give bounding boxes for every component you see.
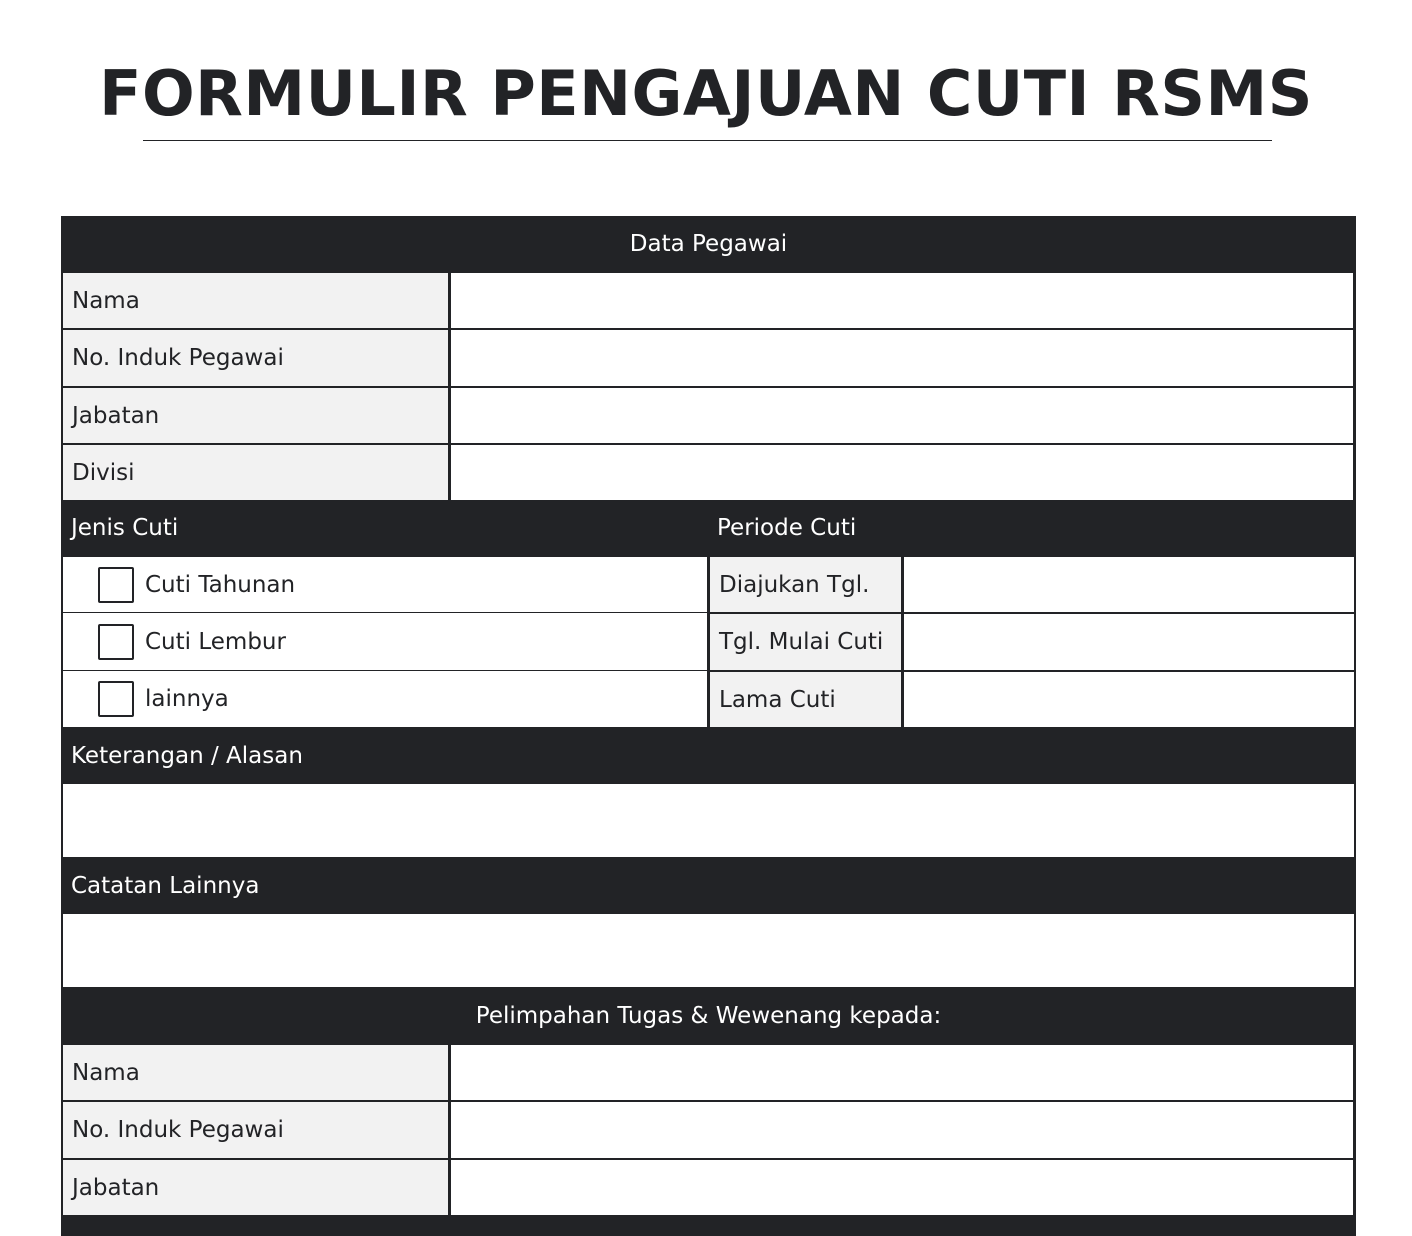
label-lama-cuti: Lama Cuti bbox=[710, 672, 901, 727]
field-diajukan-tgl[interactable] bbox=[904, 557, 1354, 612]
section-header-pelimpahan: Pelimpahan Tugas & Wewenang kepada: bbox=[475, 1002, 942, 1029]
field-keterangan-alasan[interactable] bbox=[63, 784, 1354, 857]
field-pelimpahan-nama[interactable] bbox=[451, 1045, 1353, 1100]
title-underline bbox=[143, 140, 1272, 141]
checkbox-cuti-tahunan[interactable] bbox=[98, 567, 134, 603]
label-jabatan: Jabatan bbox=[63, 388, 448, 443]
checkbox-lainnya[interactable] bbox=[98, 681, 134, 717]
label-no-induk-pegawai: No. Induk Pegawai bbox=[63, 330, 448, 386]
field-jabatan[interactable] bbox=[451, 388, 1353, 443]
section-header-catatan-lainnya: Catatan Lainnya bbox=[71, 872, 260, 899]
leave-form bbox=[61, 216, 1356, 1236]
field-pelimpahan-no-induk[interactable] bbox=[451, 1102, 1353, 1158]
option-cuti-tahunan[interactable] bbox=[63, 557, 707, 612]
label-nama: Nama bbox=[63, 273, 448, 328]
field-nama[interactable] bbox=[451, 273, 1353, 328]
label-pelimpahan-nama: Nama bbox=[63, 1045, 448, 1100]
option-cuti-lembur[interactable] bbox=[63, 613, 707, 670]
page-title: FORMULIR PENGAJUAN CUTI RSMS bbox=[99, 57, 1313, 130]
field-lama-cuti[interactable] bbox=[904, 672, 1354, 727]
section-header-data-pegawai: Data Pegawai bbox=[629, 231, 788, 257]
label-pelimpahan-no-induk: No. Induk Pegawai bbox=[63, 1102, 448, 1158]
section-header-periode-cuti: Periode Cuti bbox=[717, 515, 857, 541]
field-divisi[interactable] bbox=[451, 445, 1353, 500]
label-divisi: Divisi bbox=[63, 445, 448, 500]
label-pelimpahan-jabatan: Jabatan bbox=[63, 1160, 448, 1215]
field-pelimpahan-jabatan[interactable] bbox=[451, 1160, 1353, 1215]
label-diajukan-tgl: Diajukan Tgl. bbox=[710, 557, 901, 612]
option-label: Cuti Lembur bbox=[145, 628, 286, 655]
label-tgl-mulai-cuti: Tgl. Mulai Cuti bbox=[710, 614, 901, 670]
field-no-induk-pegawai[interactable] bbox=[451, 330, 1353, 386]
section-header-jenis-cuti: Jenis Cuti bbox=[71, 515, 179, 541]
option-lainnya[interactable] bbox=[63, 671, 707, 727]
option-label: lainnya bbox=[145, 686, 229, 712]
section-header-keterangan: Keterangan / Alasan bbox=[71, 742, 303, 769]
field-tgl-mulai-cuti[interactable] bbox=[904, 614, 1354, 670]
checkbox-cuti-lembur[interactable] bbox=[98, 624, 134, 660]
field-catatan-lainnya[interactable] bbox=[63, 914, 1354, 987]
option-label: Cuti Tahunan bbox=[145, 571, 296, 598]
